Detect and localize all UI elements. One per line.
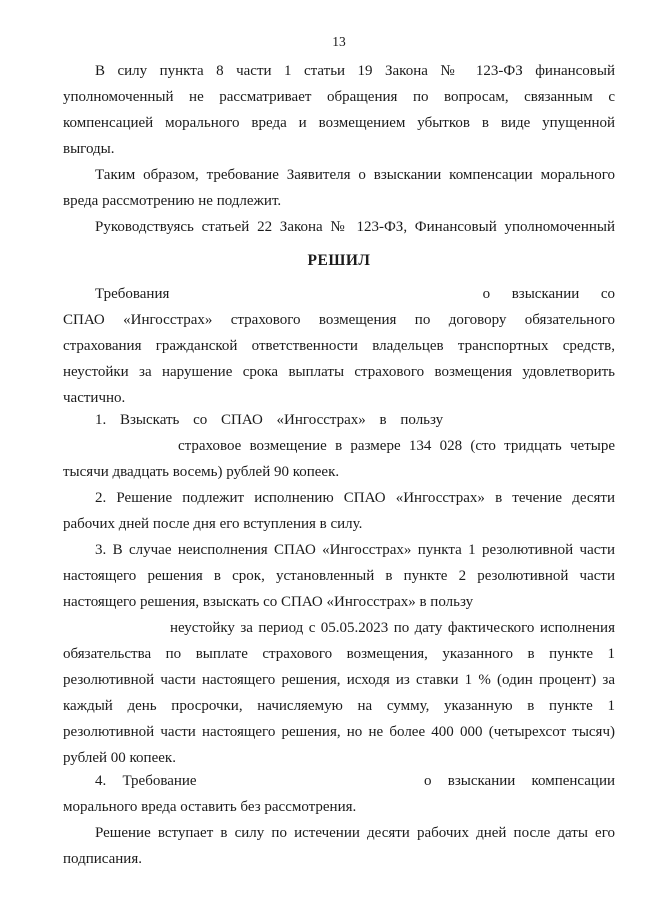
doc-line-intro-4: выгоды. bbox=[63, 141, 115, 157]
document-body bbox=[63, 58, 615, 872]
doc-line-intro-2: уполномоченный не рассматривает обращения по вопросам, связанным с bbox=[63, 89, 615, 105]
doc-line-item1-3: тысячи двадцать восемь) рублей 90 копеек. bbox=[63, 464, 340, 480]
doc-line-item3-1: 3. В случае неисполнения СПАО «Ингосстрах» пункта 1 резолютивной части bbox=[95, 542, 615, 558]
redacted-name-placeholder bbox=[191, 297, 461, 298]
doc-line-resolution-2: СПАО «Ингосстрах» страхового возмещения по договору обязательного bbox=[63, 312, 615, 328]
doc-line-item2-2: рабочих дней после дня его вступления в силу. bbox=[63, 516, 363, 532]
doc-line-resolution-3: страхования гражданской ответственности владельцев транспортных средств, bbox=[63, 338, 615, 354]
doc-line-item2-1: 2. Решение подлежит исполнению СПАО «Ингосстрах» в течение десяти bbox=[95, 490, 615, 506]
doc-line-resolution-4: неустойки за нарушение срока выплаты страхового возмещения удовлетворить bbox=[63, 364, 615, 380]
doc-line-intro-3: компенсацией морального вреда и возмещением убытков в виде упущенной bbox=[63, 115, 615, 131]
doc-line-item1-1: 1. Взыскать со СПАО «Ингосстрах» в пользу bbox=[95, 412, 444, 428]
doc-line-resolution-1 bbox=[63, 281, 615, 307]
doc-line-resolution-5: частично. bbox=[63, 390, 126, 406]
doc-line-item3-4: неустойку за период с 05.05.2023 по дату фактического исполнения bbox=[170, 620, 615, 636]
doc-line-moral-2: вреда рассмотрению не подлежит. bbox=[63, 193, 282, 209]
resolution-line1-right: о взыскании со bbox=[482, 286, 616, 302]
doc-line-item3-9: рублей 00 копеек. bbox=[63, 750, 176, 766]
redacted-name-placeholder bbox=[213, 784, 408, 785]
page-number: 13 bbox=[332, 34, 346, 49]
doc-line-item3-3: настоящего решения, взыскать со СПАО «Ингосстрах» в пользу bbox=[63, 594, 474, 610]
doc-line-item1-2: страховое возмещение в размере 134 028 (сто тридцать четыре bbox=[178, 438, 615, 454]
doc-line-preamble: Руководствуясь статьей 22 Закона № 123-ФЗ, Финансовый уполномоченный bbox=[95, 219, 615, 235]
doc-line-item3-8: резолютивной части настоящего решения, но не более 400 000 (четырехсот тысяч) bbox=[63, 724, 615, 740]
resolution-line1-left: Требования bbox=[95, 286, 170, 302]
doc-line-effective-2: подписания. bbox=[63, 851, 142, 867]
doc-line-moral-1: Таким образом, требование Заявителя о взыскании компенсации морального bbox=[95, 167, 615, 183]
resolution-heading: РЕШИЛ bbox=[307, 252, 371, 269]
doc-line-item3-7: каждый день просрочки, начисляемую на сумму, указанную в пункте 1 bbox=[63, 698, 615, 714]
doc-line-item3-5: обязательства по выплате страхового возмещения, указанного в пункте 1 bbox=[63, 646, 615, 662]
item4-line1-left: 4. Требование bbox=[95, 773, 197, 789]
doc-line-intro-1: В силу пункта 8 части 1 статьи 19 Закона № 123-ФЗ финансовый bbox=[95, 63, 615, 79]
doc-line-item3-6: резолютивной части настоящего решения, исходя из ставки 1 % (один процент) за bbox=[63, 672, 615, 688]
doc-line-item3-2: настоящего решения в срок, установленный в пункте 2 резолютивной части bbox=[63, 568, 615, 584]
doc-line-item4-1 bbox=[63, 768, 615, 794]
doc-line-effective-1: Решение вступает в силу по истечении десяти рабочих дней после даты его bbox=[95, 825, 615, 841]
item4-line1-right: о взыскании компенсации bbox=[424, 773, 616, 789]
doc-line-item4-2: морального вреда оставить без рассмотрения. bbox=[63, 799, 357, 815]
